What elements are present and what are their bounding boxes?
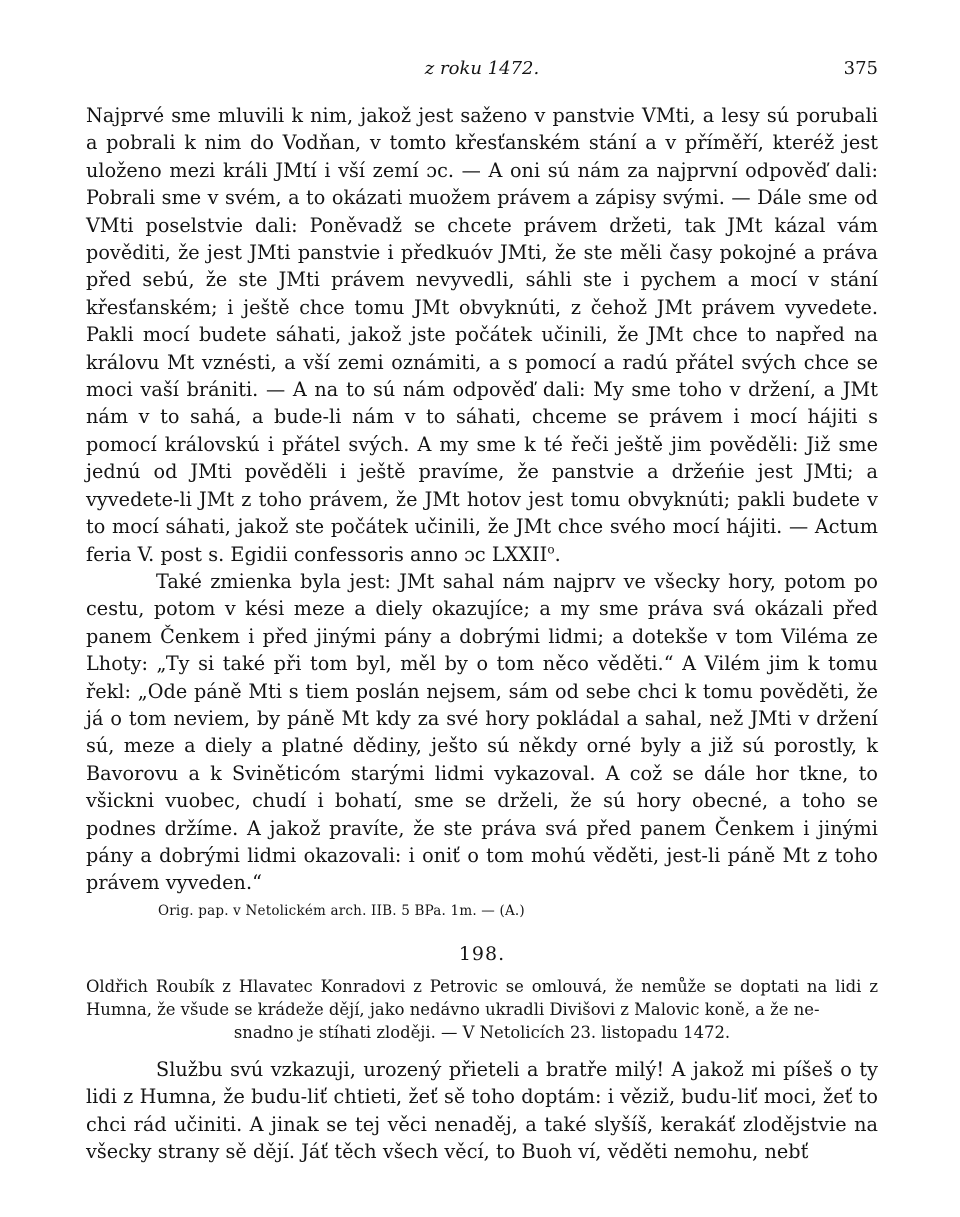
paragraph-2: Také zmienka byla jest: JMt sahal nám najprv ve všecky hory, potom po cestu, potom v kési meze a diely okazujíce; a my sme práva svá okázali před panem Čenkem i před jinými pány a dobrými lidmi; a dotekše v tom Viléma ze Lhoty: „Ty si také při tom byl, měl by o tom něco věděti.“ A Vilém jim k tomu řekl: „Ode páně Mti s tiem poslán nejsem, sám od sebe chci k tomu pověděti, že já o tom neviem, by páně Mt kdy za své hory pokládal a sahal, než JMti v držení sú, meze a diely a platné dědiny, ješto sú někdy orné byly a již sú porostly, k Bavorovu a k Sviněticóm starými lidmi vykazoval. A což se dále hor tkne, to všickni vuobec, chudí i bohatí, sme se drželi, že sú hory obecné, a toho se podnes držíme. A jakož pravíte, že ste práva svá před panem Čenkem i jinými pány a dobrými lidmi okazovali: i oniť o tom mohú věděti, jest-li páně Mt z toho právem vyveden.“ [86, 569, 878, 895]
page-header [86, 58, 878, 88]
letter-body [86, 1056, 878, 1166]
letter-paragraph: Službu svú vzkazuji, urozený přieteli a bratře milý! A jakož mi píšeš o ty lidi z Humna, že budu-liť chtieti, žeť sě toho doptám: i věziž, budu-liť moci, žeť to chci rád učiniti. A jinak se tej věci nenaděj, a také slyšíš, kerakáť zlodějstvie na všecky strany sě dějí. Jáť těch všech věcí, to Buoh ví, věděti nemohu, nebť [86, 1057, 878, 1163]
book-page [86, 58, 878, 1165]
regest-last-line: snadno je stíhati zloději. — V Netolicích 23. listopadu 1472. [233, 1022, 731, 1042]
source-note: Orig. pap. v Netolickém arch. IIB. 5 BPa. 1m. — (A.) [158, 902, 525, 919]
paragraph-1 [86, 102, 878, 568]
paragraph-1-text: Najprvé sme mluvili k nim, jakož jest saženo v panstvie VMti, a lesy sú porubali a pobrali k nim do Vodňan, v tomto křesťanském stání a v příměří, kteréž jest uloženo mezi králi JMtí i vší zemí ɔc. — A oni sú nám za najprvní odpověď dali: Pobrali sme v svém, a to okázati muožem právem a zápisy svými. — Dále sme od VMti poselstvie dali: Poněvadž se chcete právem držeti, tak JMt kázal vám pověditi, že jest JMti panstvie i předkuóv JMti, že ste měli časy pokojné a práva před sebú, že ste JMti právem nevyvedli, sáhli ste i pychem a mocí v stání křesťanském; i ještě chce tomu JMt obvyknúti, z čehož JMt právem vyvedete. Pakli mocí budete sáhati, jakož jste počátek učinili, že JMt chce to napřed na královu Mt vznésti, a vší zemi oznámiti, a s pomocí a radú přátel svých chce se moci vaší brániti. — A na to sú nám odpověď dali: My sme toho v držení, a JMt nám v to sahá, a bude-li nám v to sáhati, chceme se právem i mocí hájiti s pomocí královskú i přátel svých. A my sme k té řeči ještě jim pověděli: Již sme jednú od JMti pověděli i ještě pravíme, že panstvie a držeńie jest JMti; a vyvedete-li JMt z toho právem, že JMt hotov jest tomu obvyknúti; pakli budete v to mocí sáhati, jakož ste počátek učinili, že JMt chce svého mocí hájiti. — Actum feria V. post s. Egidii confessoris anno ɔc LXXII [86, 104, 878, 566]
running-title: z roku 1472. [424, 58, 540, 79]
document-number: 198. [458, 942, 506, 965]
page-number: 375 [843, 58, 878, 79]
paragraph-1-end: . [554, 542, 561, 566]
regest-main: Oldřich Roubík z Hlavatec Konradovi z Petrovic se omlouvá, že nemůže se doptati na lidi z Humna, že všude se krádeže dějí, jako nedávno ukradli Divišovi z Malovic koně, a že ne- [86, 976, 878, 1019]
paragraph-1-superscript: o [547, 542, 555, 557]
document-regest [86, 975, 878, 1044]
body-text [86, 102, 878, 897]
